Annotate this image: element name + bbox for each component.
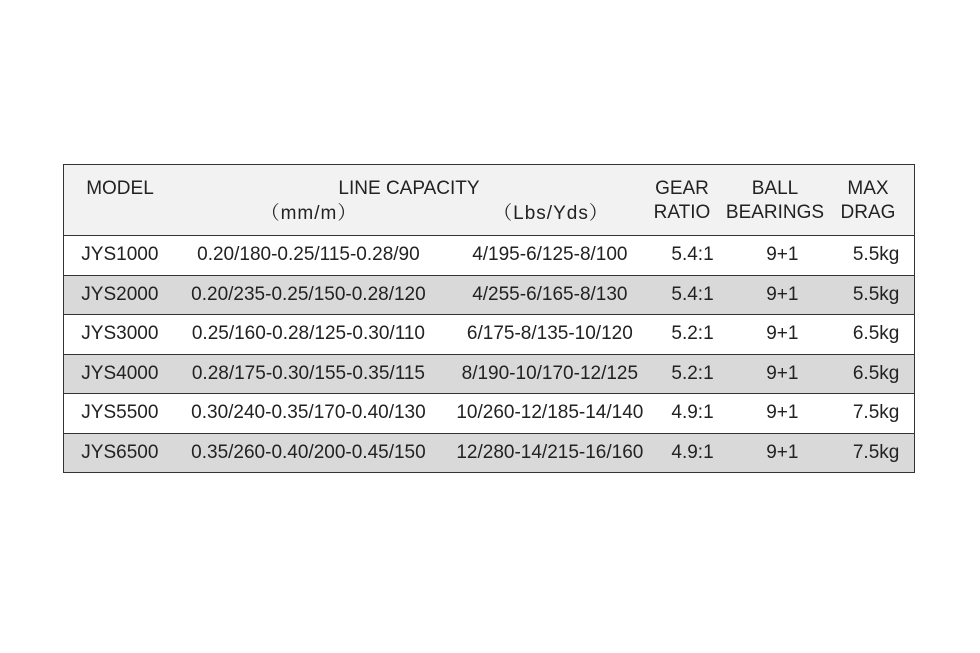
header-gear-line2: RATIO — [653, 202, 711, 223]
cell-drag: 7.5kg — [852, 441, 900, 463]
header-drag-line2: DRAG — [840, 202, 896, 223]
cell-bearings: 9+1 — [766, 323, 799, 345]
cell-mm: 0.35/260-0.40/200-0.45/150 — [191, 441, 426, 463]
cell-drag: 5.5kg — [852, 283, 900, 305]
table-body — [64, 235, 914, 472]
header-mm-unit: （mm/m） — [260, 203, 358, 224]
cell-bearings: 9+1 — [766, 283, 799, 305]
cell-mm: 0.20/180-0.25/115-0.28/90 — [197, 244, 420, 266]
header-gear-line1: GEAR — [655, 178, 709, 199]
cell-bearings: 9+1 — [766, 362, 799, 384]
cell-drag: 7.5kg — [852, 402, 900, 424]
header-ball-bearings — [716, 177, 834, 225]
header-line-capacity: LINE CAPACITY — [338, 178, 480, 199]
header-ball-line2: BEARINGS — [725, 202, 825, 223]
cell-model: JYS6500 — [81, 441, 159, 463]
table-header — [64, 165, 914, 235]
cell-lbs: 4/195-6/125-8/100 — [472, 244, 628, 266]
table-row — [64, 235, 914, 275]
cell-model: JYS1000 — [81, 244, 159, 266]
header-model: MODEL — [86, 178, 154, 199]
table-row — [64, 314, 914, 354]
cell-gear: 5.2:1 — [671, 362, 714, 384]
cell-bearings: 9+1 — [766, 402, 799, 424]
table-row — [64, 393, 914, 433]
cell-model: JYS2000 — [81, 283, 159, 305]
cell-model: JYS4000 — [81, 362, 159, 384]
cell-mm: 0.30/240-0.35/170-0.40/130 — [191, 402, 426, 424]
header-ball-line1: BALL — [751, 178, 799, 199]
table-row — [64, 433, 914, 473]
cell-gear: 5.4:1 — [671, 244, 714, 266]
cell-bearings: 9+1 — [766, 441, 799, 463]
cell-lbs: 10/260-12/185-14/140 — [456, 402, 644, 424]
header-max-drag — [834, 177, 902, 225]
cell-model: JYS3000 — [81, 323, 159, 345]
cell-lbs: 4/255-6/165-8/130 — [472, 283, 628, 305]
cell-mm: 0.20/235-0.25/150-0.28/120 — [191, 283, 426, 305]
table-row — [64, 275, 914, 315]
cell-lbs: 8/190-10/170-12/125 — [461, 362, 639, 384]
cell-lbs: 6/175-8/135-10/120 — [466, 323, 633, 345]
cell-drag: 5.5kg — [852, 244, 900, 266]
cell-model: JYS5500 — [81, 402, 159, 424]
cell-gear: 4.9:1 — [671, 402, 714, 424]
cell-gear: 5.4:1 — [671, 283, 714, 305]
cell-lbs: 12/280-14/215-16/160 — [456, 441, 644, 463]
cell-gear: 5.2:1 — [671, 323, 714, 345]
cell-drag: 6.5kg — [852, 362, 900, 384]
cell-drag: 6.5kg — [852, 323, 900, 345]
cell-bearings: 9+1 — [766, 244, 799, 266]
cell-mm: 0.28/175-0.30/155-0.35/115 — [191, 362, 425, 384]
table-row — [64, 354, 914, 394]
cell-mm: 0.25/160-0.28/125-0.30/110 — [191, 323, 425, 345]
header-lbs-unit: （Lbs/Yds） — [493, 203, 609, 224]
cell-gear: 4.9:1 — [671, 441, 714, 463]
header-drag-line1: MAX — [847, 178, 889, 199]
header-gear-ratio — [648, 177, 716, 225]
spec-table — [63, 164, 915, 473]
